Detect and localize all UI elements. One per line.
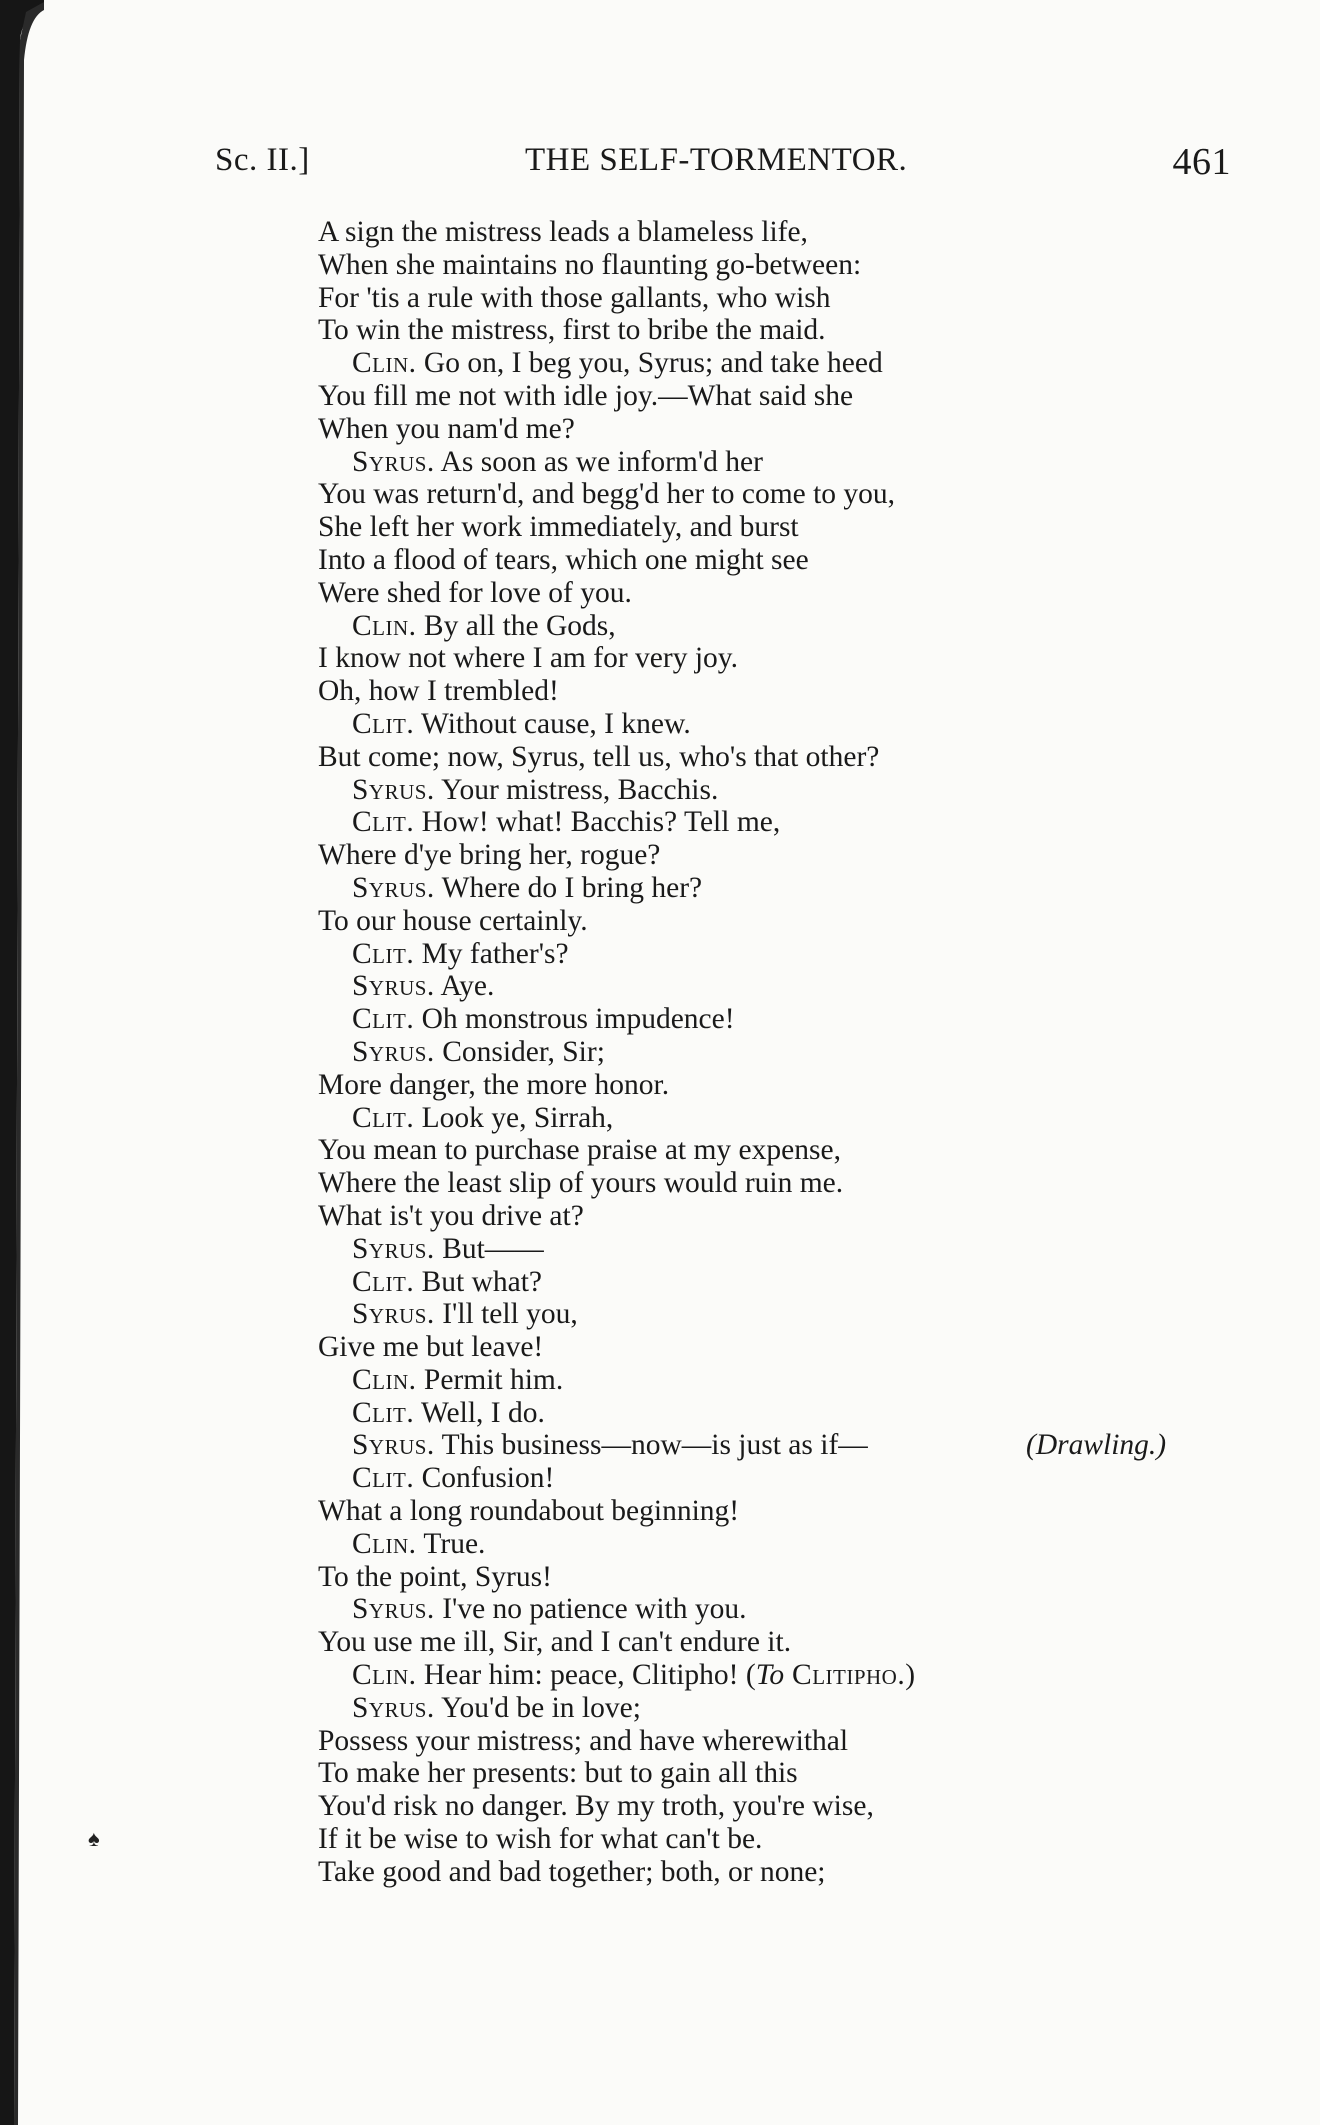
verse-line <box>318 1102 1218 1135</box>
line-text: She left her work immediately, and burst <box>318 511 799 544</box>
line-text: Possess your mistress; and have wherewithal <box>318 1724 849 1757</box>
verse-line <box>318 1003 1218 1036</box>
speaker-name: Clit. <box>352 1462 415 1495</box>
aside-close-paren: ) <box>905 1659 916 1692</box>
verse-line <box>318 970 1218 1003</box>
verse-line <box>318 1069 1218 1102</box>
line-text: Confusion! <box>414 1462 555 1495</box>
verse-line <box>318 1134 1218 1167</box>
verse-line <box>318 872 1218 905</box>
line-text: To the point, Syrus! <box>318 1560 552 1593</box>
line-text: A sign the mistress leads a blameless life, <box>318 216 808 248</box>
aside-open-paren: ( <box>745 1659 756 1692</box>
line-text: What a long roundabout beginning! <box>318 1495 740 1528</box>
verse-line <box>318 1659 1218 1692</box>
verse-line <box>318 1233 1218 1266</box>
verse-line <box>318 446 1218 479</box>
line-text: Permit him. <box>416 1363 564 1396</box>
line-text: Go on, I beg you, Syrus; and take heed <box>416 347 883 380</box>
line-text: You'd risk no danger. By my troth, you're wise, <box>318 1790 874 1823</box>
verse-line <box>318 1266 1218 1299</box>
line-text: Were shed for love of you. <box>318 576 632 609</box>
line-text: To win the mistress, first to bribe the maid. <box>318 314 826 347</box>
line-text: Give me but leave! <box>318 1331 544 1364</box>
verse-line <box>318 511 1218 544</box>
stage-direction <box>1026 1429 1166 1462</box>
line-text: True. <box>416 1527 486 1560</box>
line-text: When you nam'd me? <box>318 412 575 445</box>
speaker-name: Clit. <box>352 937 415 970</box>
verse-text <box>318 216 1218 1889</box>
verse-line <box>318 1495 1218 1528</box>
verse-line <box>318 1823 1218 1856</box>
speaker-name: Syrus. <box>352 871 435 904</box>
verse-line <box>318 741 1218 774</box>
line-text: Where the least slip of yours would ruin me. <box>318 1167 844 1200</box>
speaker-name: Clin. <box>352 1659 417 1692</box>
verse-line <box>318 216 1218 249</box>
verse-line <box>318 380 1218 413</box>
speaker-name: Clin. <box>352 609 417 642</box>
verse-line <box>318 1462 1218 1495</box>
line-text: I've no patience with you. <box>434 1593 747 1626</box>
verse-line <box>318 1757 1218 1790</box>
stage-direction-target: Clitipho. <box>784 1659 906 1692</box>
verse-line <box>318 478 1218 511</box>
line-text: I'll tell you, <box>434 1298 578 1331</box>
speaker-name: Syrus. <box>352 1691 435 1724</box>
stage-direction-to: To <box>755 1659 785 1692</box>
line-text: Consider, Sir; <box>434 1035 605 1068</box>
verse-line <box>318 708 1218 741</box>
running-title: THE SELF-TORMENTOR. <box>525 142 908 178</box>
line-text: As soon as we inform'd her <box>434 445 763 478</box>
verse-line <box>318 347 1218 380</box>
line-text: Aye. <box>434 970 495 1003</box>
verse-line <box>318 1528 1218 1561</box>
page-number: 461 <box>1172 141 1231 183</box>
verse-line <box>318 1856 1218 1889</box>
line-text: Oh, how I trembled! <box>318 675 559 708</box>
line-text: You'd be in love; <box>434 1691 641 1724</box>
line-text: But come; now, Syrus, tell us, who's that other? <box>318 740 880 773</box>
verse-line <box>318 1364 1218 1397</box>
line-text: To our house certainly. <box>318 904 588 937</box>
verse-line <box>318 1298 1218 1331</box>
line-text: How! what! Bacchis? Tell me, <box>414 806 781 839</box>
speaker-name: Clit. <box>352 1101 415 1134</box>
binding-edge <box>0 0 44 2125</box>
line-text: Take good and bad together; both, or none; <box>318 1855 826 1888</box>
line-text: You use me ill, Sir, and I can't endure it. <box>318 1626 792 1659</box>
speaker-name: Syrus. <box>352 1429 435 1462</box>
verse-line <box>318 610 1218 643</box>
margin-ornament-mark: ♠ <box>88 1826 100 1851</box>
verse-line <box>318 1200 1218 1233</box>
verse-line <box>318 314 1218 347</box>
speaker-name: Syrus. <box>352 970 435 1003</box>
verse-line <box>318 1692 1218 1725</box>
scene-marker: Sc. II.] <box>215 142 310 178</box>
verse-line <box>318 1331 1218 1364</box>
line-text: Well, I do. <box>414 1396 545 1429</box>
speaker-name: Syrus. <box>352 1035 435 1068</box>
speaker-name: Clit. <box>352 1265 415 1298</box>
speaker-name: Syrus. <box>352 1593 435 1626</box>
verse-line <box>318 905 1218 938</box>
verse-line <box>318 1036 1218 1069</box>
line-text: To make her presents: but to gain all this <box>318 1757 798 1790</box>
line-text: Where d'ye bring her, rogue? <box>318 839 661 872</box>
speaker-name: Clit. <box>352 1003 415 1036</box>
verse-line <box>318 282 1218 315</box>
verse-line <box>318 1397 1218 1430</box>
verse-line <box>318 806 1218 839</box>
verse-line <box>318 1429 1218 1462</box>
speaker-name: Syrus. <box>352 773 435 806</box>
line-text: Where do I bring her? <box>434 871 703 904</box>
line-text: You mean to purchase praise at my expense, <box>318 1134 841 1167</box>
speaker-name: Clit. <box>352 806 415 839</box>
verse-line <box>318 413 1218 446</box>
verse-line <box>318 1593 1218 1626</box>
verse-line <box>318 544 1218 577</box>
line-text: More danger, the more honor. <box>318 1068 670 1101</box>
speaker-name: Clin. <box>352 1527 417 1560</box>
verse-line <box>318 938 1218 971</box>
speaker-name: Clin. <box>352 347 417 380</box>
line-text: Hear him: peace, Clitipho! <box>416 1659 746 1692</box>
line-text: I know not where I am for very joy. <box>318 642 738 675</box>
verse-line <box>318 577 1218 610</box>
speaker-name: Clit. <box>352 1396 415 1429</box>
verse-line <box>318 675 1218 708</box>
verse-line <box>318 249 1218 282</box>
line-text: Your mistress, Bacchis. <box>434 773 719 806</box>
stage-direction-text: (Drawling.) <box>1026 1429 1167 1462</box>
line-text: This business—now—is just as if— <box>434 1429 868 1462</box>
speaker-name: Syrus. <box>352 1298 435 1331</box>
line-text: For 'tis a rule with those gallants, who wish <box>318 281 831 314</box>
verse-line <box>318 1626 1218 1659</box>
line-text: But—— <box>434 1232 544 1265</box>
running-header <box>215 142 1231 192</box>
speaker-name: Syrus. <box>352 445 435 478</box>
line-text: Without cause, I knew. <box>414 707 691 740</box>
line-text: If it be wise to wish for what can't be. <box>318 1823 763 1856</box>
verse-line <box>318 839 1218 872</box>
line-text: But what? <box>414 1265 543 1298</box>
verse-line <box>318 1725 1218 1758</box>
verse-line <box>318 1561 1218 1594</box>
line-text: By all the Gods, <box>416 609 616 642</box>
speaker-name: Clit. <box>352 707 415 740</box>
verse-line <box>318 1790 1218 1823</box>
speaker-name: Clin. <box>352 1363 417 1396</box>
verse-line <box>318 774 1218 807</box>
verse-line <box>318 1167 1218 1200</box>
line-text: You was return'd, and begg'd her to come to you, <box>318 478 896 511</box>
line-text: You fill me not with idle joy.—What said she <box>318 379 854 412</box>
line-text: Oh monstrous impudence! <box>414 1003 735 1036</box>
line-text: What is't you drive at? <box>318 1199 584 1232</box>
verse-line <box>318 642 1218 675</box>
line-text: When she maintains no flaunting go-between: <box>318 248 862 281</box>
line-text: My father's? <box>414 937 569 970</box>
speaker-name: Syrus. <box>352 1232 435 1265</box>
line-text: Into a flood of tears, which one might see <box>318 543 809 576</box>
line-text: Look ye, Sirrah, <box>414 1101 614 1134</box>
